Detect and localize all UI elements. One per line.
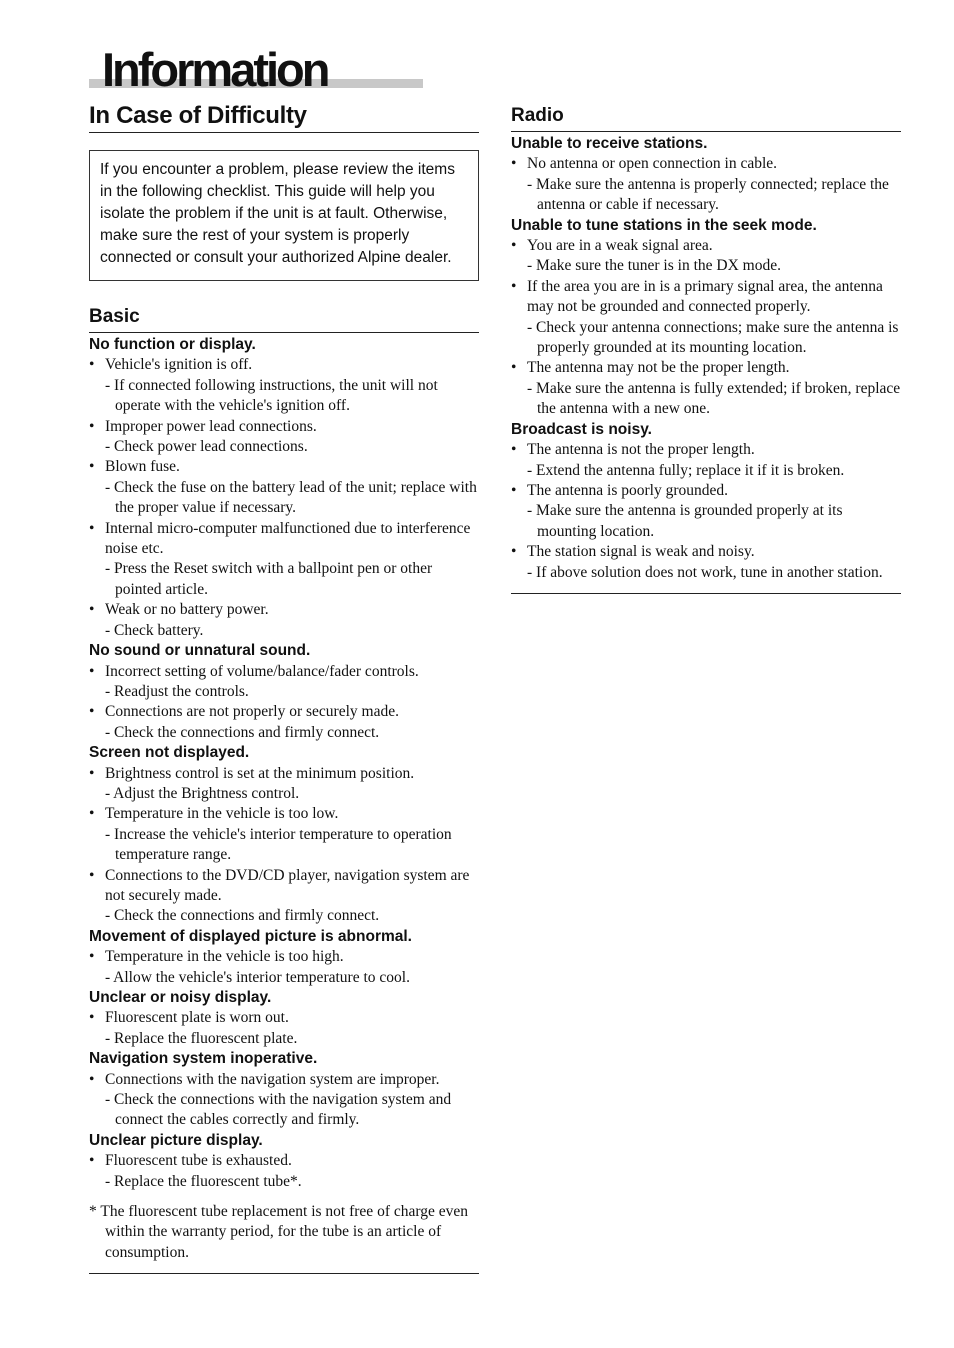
cause-text: Temperature in the vehicle is too high. [105, 948, 344, 966]
cause-text: Connections with the navigation system are improper. [105, 1070, 440, 1088]
difficulty-section-title: In Case of Difficulty [89, 100, 479, 133]
remedy-item: - Make sure the antenna is grounded properly at its mounting location. [527, 502, 843, 540]
page-title: Information [102, 43, 328, 96]
cause-text: Blown fuse. [105, 458, 180, 476]
remedy-item: - Allow the vehicle's interior temperature to cool. [105, 968, 410, 986]
bullet-icon: • [89, 1070, 95, 1088]
bullet-icon: • [89, 866, 95, 884]
left-column [89, 100, 479, 1274]
bullet-icon: • [89, 519, 95, 537]
bullet-icon: • [511, 277, 517, 295]
remedy-item: - Increase the vehicle's interior temperature to operation temperature range. [105, 825, 452, 864]
cause-text: The antenna is poorly grounded. [527, 481, 729, 499]
cause-item [89, 519, 479, 560]
bullet-icon: • [89, 601, 95, 619]
cause-item [89, 417, 479, 437]
problem-heading: Unable to receive stations. [511, 135, 708, 152]
cause-item [511, 481, 901, 501]
cause-item [89, 866, 479, 907]
bullet-icon: • [89, 805, 95, 823]
cause-item [89, 1151, 479, 1171]
bullet-icon: • [511, 155, 517, 173]
remedy-item: - Check the connections with the navigation system and connect the cables correctly and firmly. [105, 1091, 452, 1129]
problem-heading: Unclear or noisy display. [89, 989, 272, 1006]
bullet-icon: • [89, 458, 95, 476]
problem-heading: Unable to tune stations in the seek mode. [511, 216, 817, 234]
cause-item [511, 154, 901, 174]
right-end-rule [511, 593, 901, 594]
remedy-item: - Press the Reset switch with a ballpoint pen or other pointed article. [105, 560, 433, 598]
cause-item [511, 277, 901, 318]
cause-item [89, 355, 479, 375]
cause-item [89, 662, 479, 682]
footnote: * The fluorescent tube replacement is not free of charge even within the warranty period, for the tube is an article of consumption. [89, 1203, 469, 1261]
bullet-icon: • [511, 359, 517, 377]
problem-heading: Screen not displayed. [89, 744, 250, 762]
cause-item [511, 542, 901, 562]
remedy-item: - Check the fuse on the battery lead of the unit; replace with the proper value if necessary. [105, 478, 477, 517]
radio-section-title: Radio [511, 104, 901, 132]
cause-item [89, 804, 479, 824]
cause-item [89, 702, 479, 722]
bullet-icon: • [89, 1152, 95, 1170]
cause-item [89, 1008, 479, 1028]
bullet-icon: • [89, 1009, 95, 1027]
remedy-item: - Check the connections and firmly connect. [105, 723, 380, 741]
problem-heading: Navigation system inoperative. [89, 1050, 318, 1068]
cause-text: Fluorescent plate is worn out. [105, 1009, 289, 1027]
remedy-item: - Check battery. [105, 621, 204, 639]
remedy-item: - Adjust the Brightness control. [105, 784, 300, 802]
problem-heading: Broadcast is noisy. [511, 420, 652, 438]
cause-text: Connections are not properly or securely made. [105, 703, 399, 721]
cause-text: Temperature in the vehicle is too low. [105, 805, 339, 823]
bullet-icon: • [511, 543, 517, 561]
cause-text: Connections to the DVD/CD player, navigation system are not securely made. [105, 866, 470, 904]
cause-item [511, 358, 901, 378]
cause-text: Fluorescent tube is exhausted. [105, 1152, 292, 1170]
right-column [511, 100, 901, 594]
bullet-icon: • [511, 237, 517, 255]
problem-heading: Movement of displayed picture is abnormal. [89, 927, 412, 945]
bullet-icon: • [89, 703, 95, 721]
remedy-item: - Check power lead connections. [105, 438, 308, 456]
remedy-item: - Make sure the antenna is fully extended; if broken, replace the antenna with a new one. [527, 379, 901, 418]
cause-text: Improper power lead connections. [105, 417, 317, 435]
problem-heading: Unclear picture display. [89, 1131, 263, 1149]
remedy-item: - If connected following instructions, the unit will not operate with the vehicle's ignition off. [105, 376, 438, 415]
cause-item [89, 600, 479, 620]
problem-heading: No function or display. [89, 336, 256, 353]
remedy-item: - Check your antenna connections; make sure the antenna is properly grounded at its mounting location. [527, 318, 899, 357]
cause-item [89, 457, 479, 477]
basic-checklist [89, 335, 479, 1192]
intro-box: If you encounter a problem, please review the items in the following checklist. This guide will help you isolate the problem if the unit is at fault. Otherwise, make sure the rest of your system is properly connected or consult your authorized Alpine dealer. [89, 150, 479, 281]
cause-text: The antenna may not be the proper length. [527, 359, 790, 377]
bullet-icon: • [89, 417, 95, 435]
remedy-item: - Check the connections and firmly connect. [105, 907, 380, 925]
remedy-item: - Readjust the controls. [105, 682, 249, 700]
left-end-rule [89, 1273, 479, 1274]
remedy-item: - If above solution does not work, tune in another station. [527, 563, 883, 581]
cause-item [89, 947, 479, 967]
cause-text: You are in a weak signal area. [527, 237, 713, 255]
cause-text: Internal micro-computer malfunctioned due to interference noise etc. [105, 519, 471, 558]
cause-item [511, 440, 901, 460]
bullet-icon: • [89, 948, 95, 966]
remedy-item: - Replace the fluorescent plate. [105, 1029, 298, 1047]
cause-item [89, 1070, 479, 1090]
remedy-item: - Make sure the tuner is in the DX mode. [527, 257, 781, 275]
cause-text: The station signal is weak and noisy. [527, 543, 755, 561]
remedy-item: - Extend the antenna fully; replace it if it is broken. [527, 461, 845, 479]
cause-text: The antenna is not the proper length. [527, 441, 755, 459]
bullet-icon: • [89, 662, 95, 680]
problem-heading: No sound or unnatural sound. [89, 642, 311, 660]
cause-item [89, 764, 479, 784]
basic-section-title: Basic [89, 305, 479, 333]
radio-checklist [511, 134, 901, 583]
cause-text: Incorrect setting of volume/balance/fader controls. [105, 662, 419, 680]
bullet-icon: • [89, 356, 95, 374]
cause-text: If the area you are in is a primary signal area, the antenna may not be grounded and connected properly. [527, 277, 883, 316]
remedy-item: - Replace the fluorescent tube*. [105, 1172, 302, 1190]
bullet-icon: • [511, 481, 517, 499]
bullet-icon: • [89, 764, 95, 782]
cause-text: No antenna or open connection in cable. [527, 155, 778, 173]
cause-text: Weak or no battery power. [105, 601, 269, 619]
bullet-icon: • [511, 441, 517, 459]
cause-text: Vehicle's ignition is off. [105, 356, 253, 374]
cause-item [511, 236, 901, 256]
cause-text: Brightness control is set at the minimum position. [105, 764, 415, 782]
remedy-item: - Make sure the antenna is properly connected; replace the antenna or cable if necessary. [527, 175, 889, 214]
